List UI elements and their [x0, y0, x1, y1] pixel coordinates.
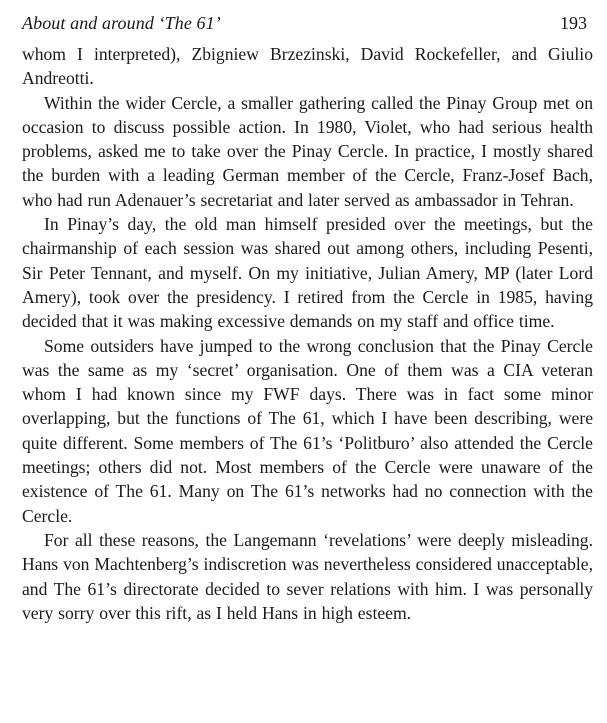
paragraph-pinay-group: Within the wider Cercle, a smaller gathering called the Pinay Group met on occasion to discuss possible action. In 1980, Violet, who had serious health problems, asked me to take over the Pinay Cercle. In practice, I mostly shared the burden with a leading German member of the Cercle, Franz-Josef Bach, who had run Adenauer’s secretariat and later served as ambassador in Tehran. — [22, 92, 593, 210]
paragraph-langemann: For all these reasons, the Langemann ‘revelations’ were deeply misleading. Hans von Machtenberg’s indiscretion was nevertheless considered unacceptable, and The 61’s directorate decided to sever relations with him. I was personally very sorry over this rift, as I held Hans in high esteem. — [22, 529, 593, 623]
running-title: About and around ‘The 61’ — [22, 13, 221, 33]
body-text — [22, 42, 593, 625]
paragraph-outsiders: Some outsiders have jumped to the wrong conclusion that the Pinay Cercle was the same as my ‘secret’ organisation. One of them was a CIA veteran whom I had known since my FWF days. There was in fact some minor overlapping, but the functions of The 61, which I have been describing, were quite different. Some members of The 61’s ‘Politburo’ also attended the Cercle meetings; others did not. Most members of the Cercle were unaware of the existence of The 61. Many on The 61’s networks had no connection with the Cercle. — [22, 335, 593, 526]
paragraph-continuation: whom I interpreted), Zbigniew Brzezinski, David Rockefeller, and Giulio Andreotti. — [22, 44, 593, 89]
paragraph-chairmanship: In Pinay’s day, the old man himself presided over the meetings, but the chairmanship of each session was shared out among others, including Pesenti, Sir Peter Tennant, and myself. On my initiative, Julian Amery, MP (later Lord Amery), took over the presidency. I retired from the Cercle in 1985, having decided that it was making excessive demands on my staff and office time. — [22, 214, 593, 332]
running-head — [22, 12, 593, 34]
page-number: 193 — [560, 13, 587, 33]
